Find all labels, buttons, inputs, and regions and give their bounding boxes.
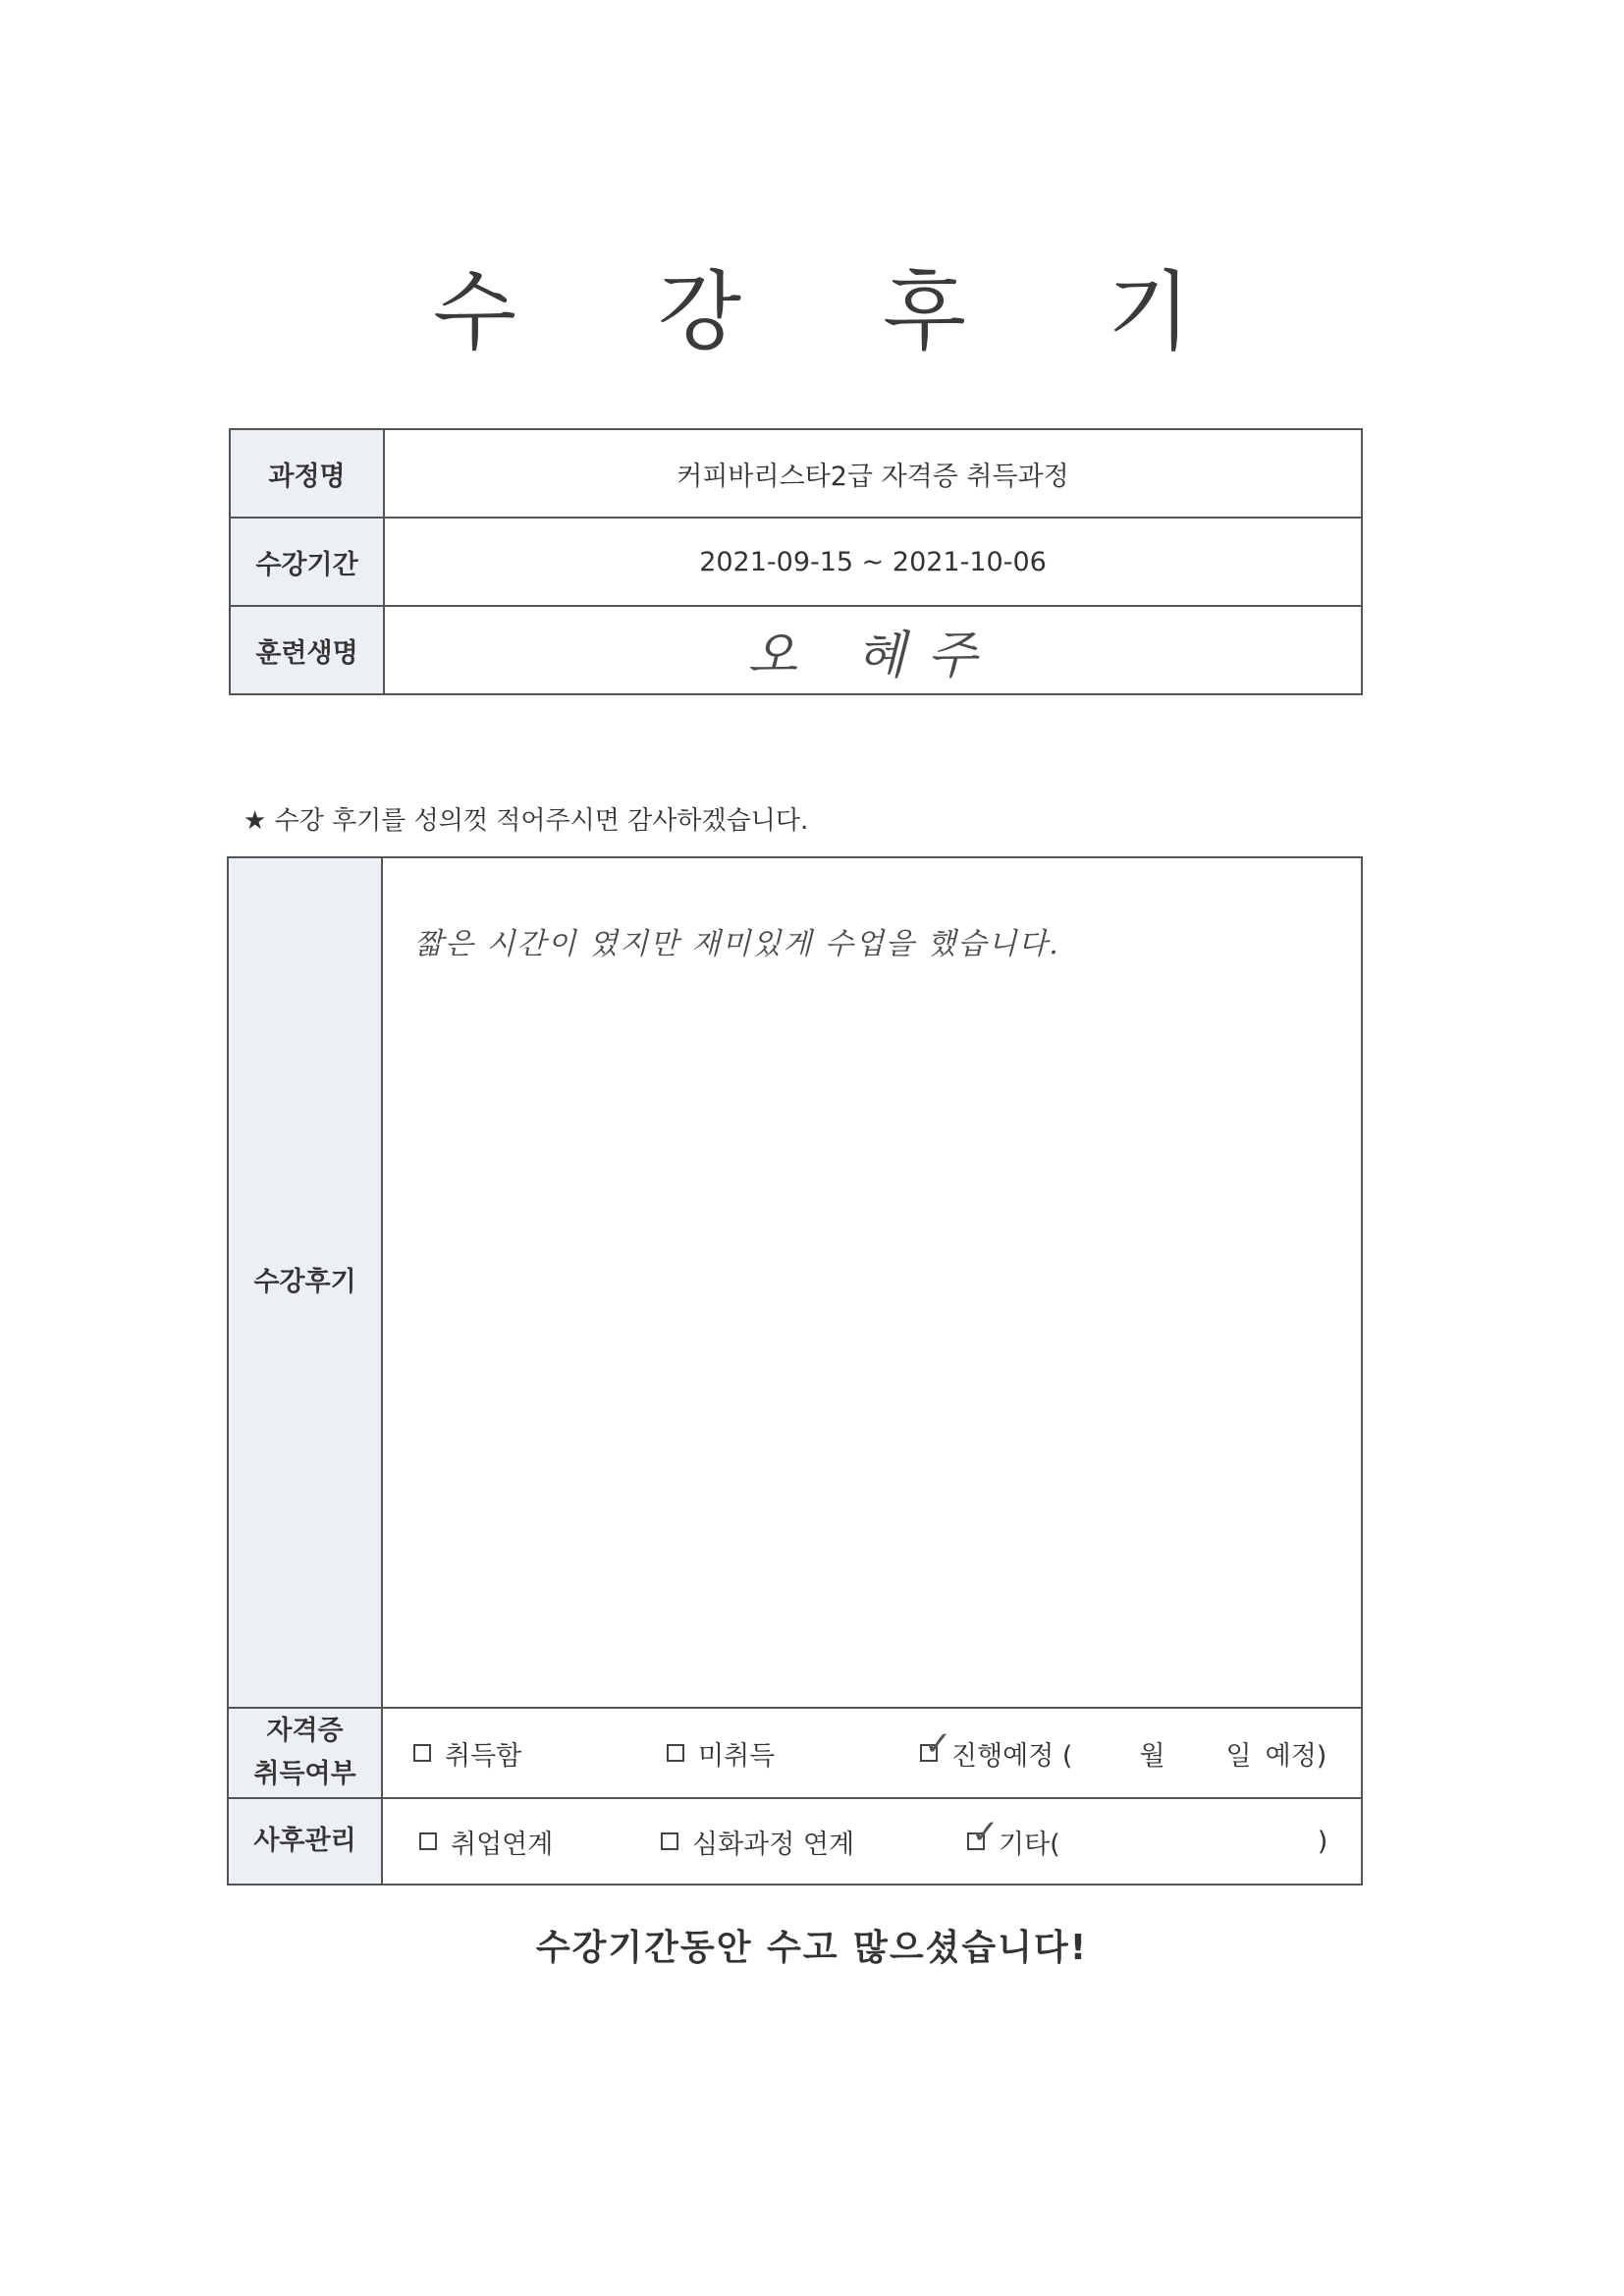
review-row: [228, 857, 1362, 1708]
course-label: 과정명: [230, 429, 384, 518]
trainee-row: [230, 606, 1362, 694]
day-unit: 일: [1225, 1740, 1252, 1772]
followup-options: [382, 1798, 1362, 1885]
course-row: [230, 429, 1362, 518]
checkbox-advanced-course[interactable]: [661, 1832, 678, 1850]
review-handwritten-text: 짧은 시간이 였지만 재미있게 수업을 했습니다.: [414, 927, 1060, 961]
review-body: [382, 857, 1362, 1708]
option-acquired-label: 취득함: [445, 1740, 522, 1772]
period-row: [230, 518, 1362, 606]
followup-label: 사후관리: [228, 1798, 382, 1885]
option-job-link-label: 취업연계: [451, 1829, 554, 1860]
month-unit: 월: [1139, 1740, 1165, 1772]
closing-message: 수강기간동안 수고 많으셨습니다!: [535, 1928, 1089, 1968]
option-job-link[interactable]: [419, 1823, 661, 1861]
checkbox-acquired[interactable]: [413, 1744, 431, 1762]
period-label: 수강기간: [230, 518, 384, 606]
option-not-acquired[interactable]: [667, 1734, 920, 1773]
certification-label-line2: 취득여부: [253, 1759, 356, 1789]
review-table: [227, 856, 1363, 1886]
option-advanced-course[interactable]: [661, 1823, 967, 1861]
checkbox-in-progress[interactable]: [920, 1724, 952, 1764]
option-other-label: 기타(: [999, 1829, 1060, 1860]
checkbox-job-link[interactable]: [419, 1832, 437, 1850]
certification-options: [382, 1708, 1362, 1798]
certification-label: [228, 1708, 382, 1798]
trainee-label: 훈련생명: [230, 606, 384, 694]
followup-row: [228, 1798, 1362, 1885]
course-value: 커피바리스타2급 자격증 취득과정: [384, 429, 1362, 518]
trainee-value-cell: [384, 606, 1362, 694]
checkbox-other[interactable]: [967, 1813, 1000, 1852]
check-mark-icon: ✓: [924, 1724, 952, 1764]
page-title: 수 강 후 기: [433, 261, 1248, 362]
close-paren: ): [1317, 1826, 1328, 1857]
certification-row: [228, 1708, 1362, 1798]
review-label: 수강후기: [228, 857, 382, 1708]
option-in-progress[interactable]: [920, 1724, 1327, 1773]
certification-label-line1: 자격증: [266, 1716, 344, 1746]
notice-text: ★ 수강 후기를 성의껏 적어주시면 감사하겠습니다.: [244, 806, 809, 836]
option-acquired[interactable]: [413, 1734, 667, 1773]
checkbox-not-acquired[interactable]: [667, 1744, 684, 1762]
option-not-acquired-label: 미취득: [698, 1740, 776, 1772]
planned-suffix: 예정): [1265, 1740, 1327, 1772]
option-other[interactable]: [967, 1813, 1328, 1861]
course-info-table: [229, 428, 1363, 695]
period-value: 2021-09-15 ~ 2021-10-06: [384, 518, 1362, 606]
option-in-progress-label: 진행예정 (: [951, 1740, 1073, 1772]
option-advanced-course-label: 심화과정 연계: [692, 1829, 855, 1860]
check-mark-icon: ✓: [971, 1813, 1000, 1852]
trainee-name-handwritten: 오 혜주: [747, 626, 999, 685]
